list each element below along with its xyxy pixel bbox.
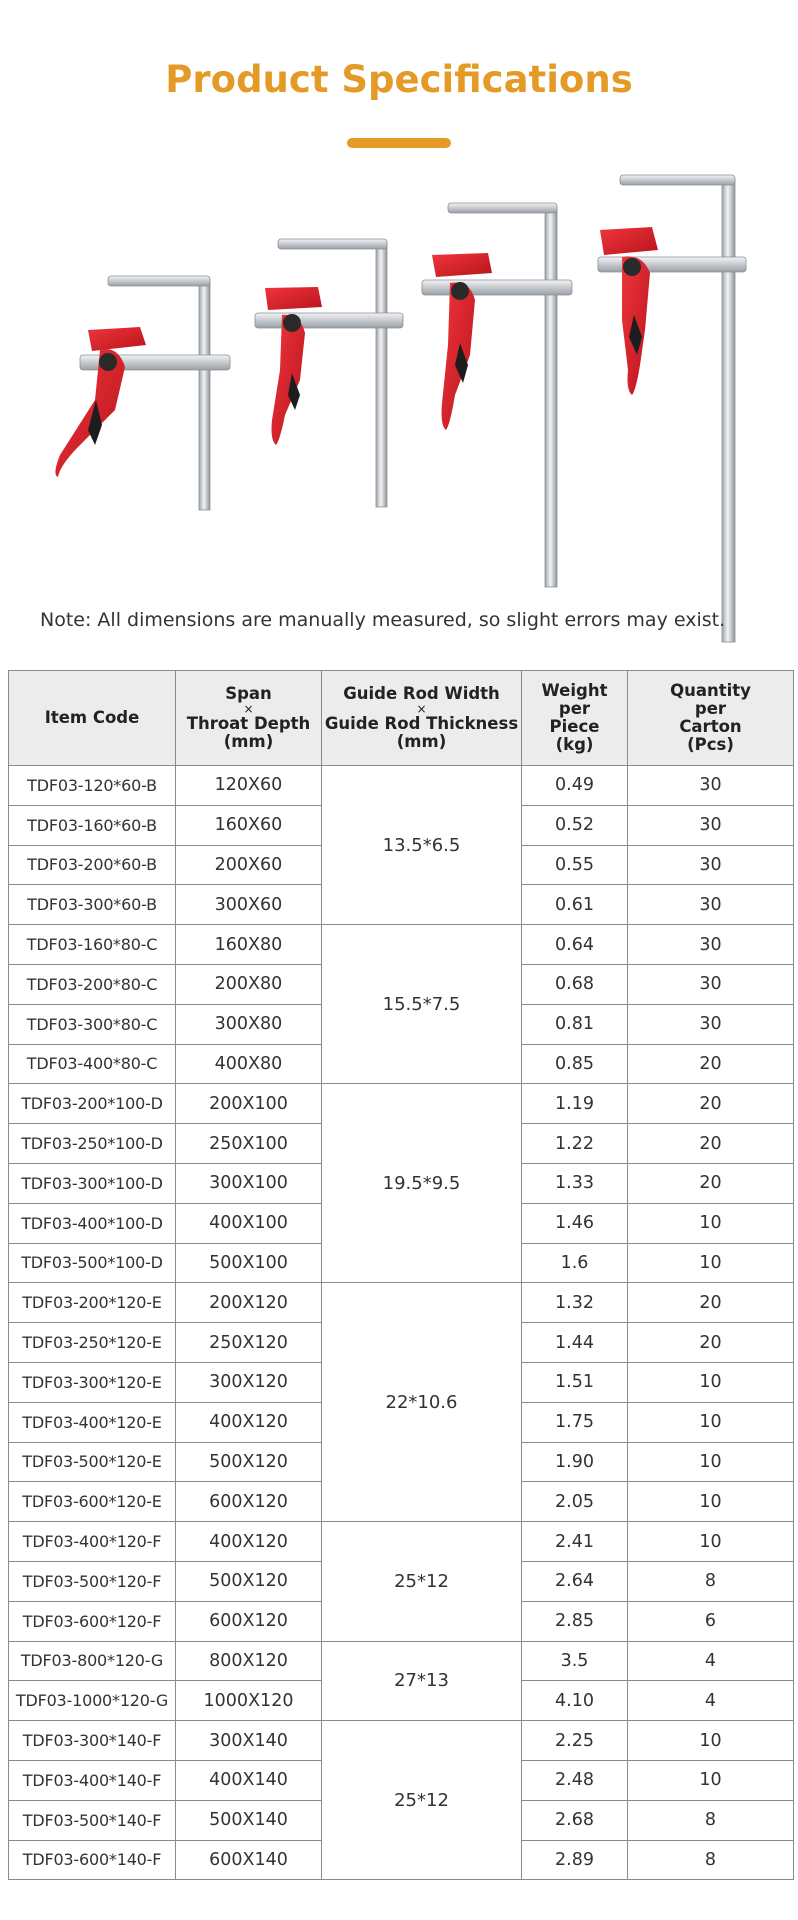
table-row: [9, 1283, 794, 1323]
header-item-code: Item Code: [9, 671, 176, 766]
quantity-cell: 10: [628, 1243, 794, 1283]
span-cell: 200X120: [176, 1283, 322, 1323]
weight-cell: 2.64: [522, 1561, 628, 1601]
span-cell: 600X140: [176, 1840, 322, 1880]
item-code-cell: TDF03-250*100-D: [9, 1124, 176, 1164]
table-row: [9, 1522, 794, 1562]
guide-rod-cell: 19.5*9.5: [322, 1084, 522, 1283]
weight-cell: 0.85: [522, 1044, 628, 1084]
item-code-cell: TDF03-120*60-B: [9, 766, 176, 806]
guide-rod-cell: 27*13: [322, 1641, 522, 1721]
quantity-cell: 8: [628, 1561, 794, 1601]
quantity-cell: 10: [628, 1442, 794, 1482]
table-body: [9, 766, 794, 1880]
weight-cell: 0.81: [522, 1004, 628, 1044]
span-cell: 300X60: [176, 885, 322, 925]
span-cell: 400X100: [176, 1203, 322, 1243]
span-cell: 120X60: [176, 766, 322, 806]
span-cell: 200X80: [176, 964, 322, 1004]
span-cell: 200X100: [176, 1084, 322, 1124]
table-row: [9, 766, 794, 806]
item-code-cell: TDF03-160*60-B: [9, 805, 176, 845]
quantity-cell: 30: [628, 964, 794, 1004]
item-code-cell: TDF03-300*80-C: [9, 1004, 176, 1044]
item-code-cell: TDF03-500*100-D: [9, 1243, 176, 1283]
weight-cell: 2.05: [522, 1482, 628, 1522]
span-cell: 300X100: [176, 1163, 322, 1203]
item-code-cell: TDF03-300*60-B: [9, 885, 176, 925]
weight-cell: 1.22: [522, 1124, 628, 1164]
quantity-cell: 20: [628, 1163, 794, 1203]
span-cell: 1000X120: [176, 1681, 322, 1721]
span-cell: 250X120: [176, 1323, 322, 1363]
item-code-cell: TDF03-250*120-E: [9, 1323, 176, 1363]
specifications-table: [8, 670, 794, 1880]
item-code-cell: TDF03-200*60-B: [9, 845, 176, 885]
quantity-cell: 10: [628, 1760, 794, 1800]
item-code-cell: TDF03-500*120-E: [9, 1442, 176, 1482]
header-weight: Weight per Piece (kg): [522, 671, 628, 766]
header-quantity: Quantity per Carton (Pcs): [628, 671, 794, 766]
item-code-cell: TDF03-300*120-E: [9, 1362, 176, 1402]
weight-cell: 2.85: [522, 1601, 628, 1641]
clamp-2: [255, 239, 403, 507]
item-code-cell: TDF03-200*100-D: [9, 1084, 176, 1124]
quantity-cell: 10: [628, 1402, 794, 1442]
span-cell: 500X100: [176, 1243, 322, 1283]
span-cell: 400X140: [176, 1760, 322, 1800]
item-code-cell: TDF03-600*120-E: [9, 1482, 176, 1522]
item-code-cell: TDF03-400*140-F: [9, 1760, 176, 1800]
weight-cell: 1.32: [522, 1283, 628, 1323]
quantity-cell: 4: [628, 1641, 794, 1681]
quantity-cell: 30: [628, 845, 794, 885]
weight-cell: 2.48: [522, 1760, 628, 1800]
span-cell: 300X140: [176, 1721, 322, 1761]
item-code-cell: TDF03-500*140-F: [9, 1800, 176, 1840]
quantity-cell: 4: [628, 1681, 794, 1721]
item-code-cell: TDF03-160*80-C: [9, 925, 176, 965]
span-cell: 600X120: [176, 1601, 322, 1641]
quantity-cell: 10: [628, 1203, 794, 1243]
weight-cell: 4.10: [522, 1681, 628, 1721]
quantity-cell: 10: [628, 1721, 794, 1761]
span-cell: 160X80: [176, 925, 322, 965]
item-code-cell: TDF03-600*140-F: [9, 1840, 176, 1880]
item-code-cell: TDF03-1000*120-G: [9, 1681, 176, 1721]
item-code-cell: TDF03-200*80-C: [9, 964, 176, 1004]
quantity-cell: 30: [628, 925, 794, 965]
weight-cell: 2.41: [522, 1522, 628, 1562]
span-cell: 500X120: [176, 1561, 322, 1601]
span-cell: 300X120: [176, 1362, 322, 1402]
quantity-cell: 20: [628, 1283, 794, 1323]
table-header-row: [9, 671, 794, 766]
weight-cell: 2.25: [522, 1721, 628, 1761]
quantity-cell: 30: [628, 766, 794, 806]
header-span: Span × Throat Depth (mm): [176, 671, 322, 766]
item-code-cell: TDF03-600*120-F: [9, 1601, 176, 1641]
weight-cell: 0.68: [522, 964, 628, 1004]
guide-rod-cell: 22*10.6: [322, 1283, 522, 1522]
span-cell: 500X140: [176, 1800, 322, 1840]
table-row: [9, 1721, 794, 1761]
item-code-cell: TDF03-400*120-F: [9, 1522, 176, 1562]
weight-cell: 2.68: [522, 1800, 628, 1840]
weight-cell: 1.75: [522, 1402, 628, 1442]
clamp-1: [55, 276, 230, 510]
table-row: [9, 1641, 794, 1681]
quantity-cell: 20: [628, 1323, 794, 1363]
header-guide-rod: Guide Rod Width × Guide Rod Thickness (mm): [322, 671, 522, 766]
span-cell: 200X60: [176, 845, 322, 885]
weight-cell: 1.90: [522, 1442, 628, 1482]
quantity-cell: 10: [628, 1482, 794, 1522]
quantity-cell: 6: [628, 1601, 794, 1641]
guide-rod-cell: 13.5*6.5: [322, 766, 522, 925]
item-code-cell: TDF03-300*140-F: [9, 1721, 176, 1761]
item-code-cell: TDF03-800*120-G: [9, 1641, 176, 1681]
item-code-cell: TDF03-400*100-D: [9, 1203, 176, 1243]
quantity-cell: 20: [628, 1124, 794, 1164]
weight-cell: 1.33: [522, 1163, 628, 1203]
clamp-3: [422, 203, 572, 587]
table-row: [9, 925, 794, 965]
weight-cell: 0.61: [522, 885, 628, 925]
span-cell: 160X60: [176, 805, 322, 845]
product-photo: [0, 155, 798, 645]
weight-cell: 1.51: [522, 1362, 628, 1402]
clamp-4: [598, 175, 746, 642]
quantity-cell: 30: [628, 805, 794, 845]
quantity-cell: 10: [628, 1362, 794, 1402]
weight-cell: 1.44: [522, 1323, 628, 1363]
span-cell: 800X120: [176, 1641, 322, 1681]
weight-cell: 0.64: [522, 925, 628, 965]
guide-rod-cell: 25*12: [322, 1522, 522, 1641]
span-cell: 600X120: [176, 1482, 322, 1522]
quantity-cell: 20: [628, 1084, 794, 1124]
title-underline: [347, 138, 451, 148]
measurement-note: Note: All dimensions are manually measured, so slight errors may exist.: [40, 609, 726, 631]
item-code-cell: TDF03-300*100-D: [9, 1163, 176, 1203]
weight-cell: 1.19: [522, 1084, 628, 1124]
span-cell: 400X120: [176, 1522, 322, 1562]
span-cell: 250X100: [176, 1124, 322, 1164]
weight-cell: 2.89: [522, 1840, 628, 1880]
table-row: [9, 1084, 794, 1124]
weight-cell: 0.55: [522, 845, 628, 885]
item-code-cell: TDF03-400*80-C: [9, 1044, 176, 1084]
guide-rod-cell: 15.5*7.5: [322, 925, 522, 1084]
quantity-cell: 30: [628, 1004, 794, 1044]
span-cell: 400X120: [176, 1402, 322, 1442]
span-cell: 400X80: [176, 1044, 322, 1084]
item-code-cell: TDF03-200*120-E: [9, 1283, 176, 1323]
span-cell: 500X120: [176, 1442, 322, 1482]
quantity-cell: 8: [628, 1800, 794, 1840]
weight-cell: 1.6: [522, 1243, 628, 1283]
weight-cell: 1.46: [522, 1203, 628, 1243]
weight-cell: 0.52: [522, 805, 628, 845]
weight-cell: 3.5: [522, 1641, 628, 1681]
guide-rod-cell: 25*12: [322, 1721, 522, 1880]
quantity-cell: 10: [628, 1522, 794, 1562]
quantity-cell: 30: [628, 885, 794, 925]
quantity-cell: 20: [628, 1044, 794, 1084]
weight-cell: 0.49: [522, 766, 628, 806]
item-code-cell: TDF03-400*120-E: [9, 1402, 176, 1442]
item-code-cell: TDF03-500*120-F: [9, 1561, 176, 1601]
span-cell: 300X80: [176, 1004, 322, 1044]
quantity-cell: 8: [628, 1840, 794, 1880]
page-title: Product Specifications: [165, 58, 633, 101]
